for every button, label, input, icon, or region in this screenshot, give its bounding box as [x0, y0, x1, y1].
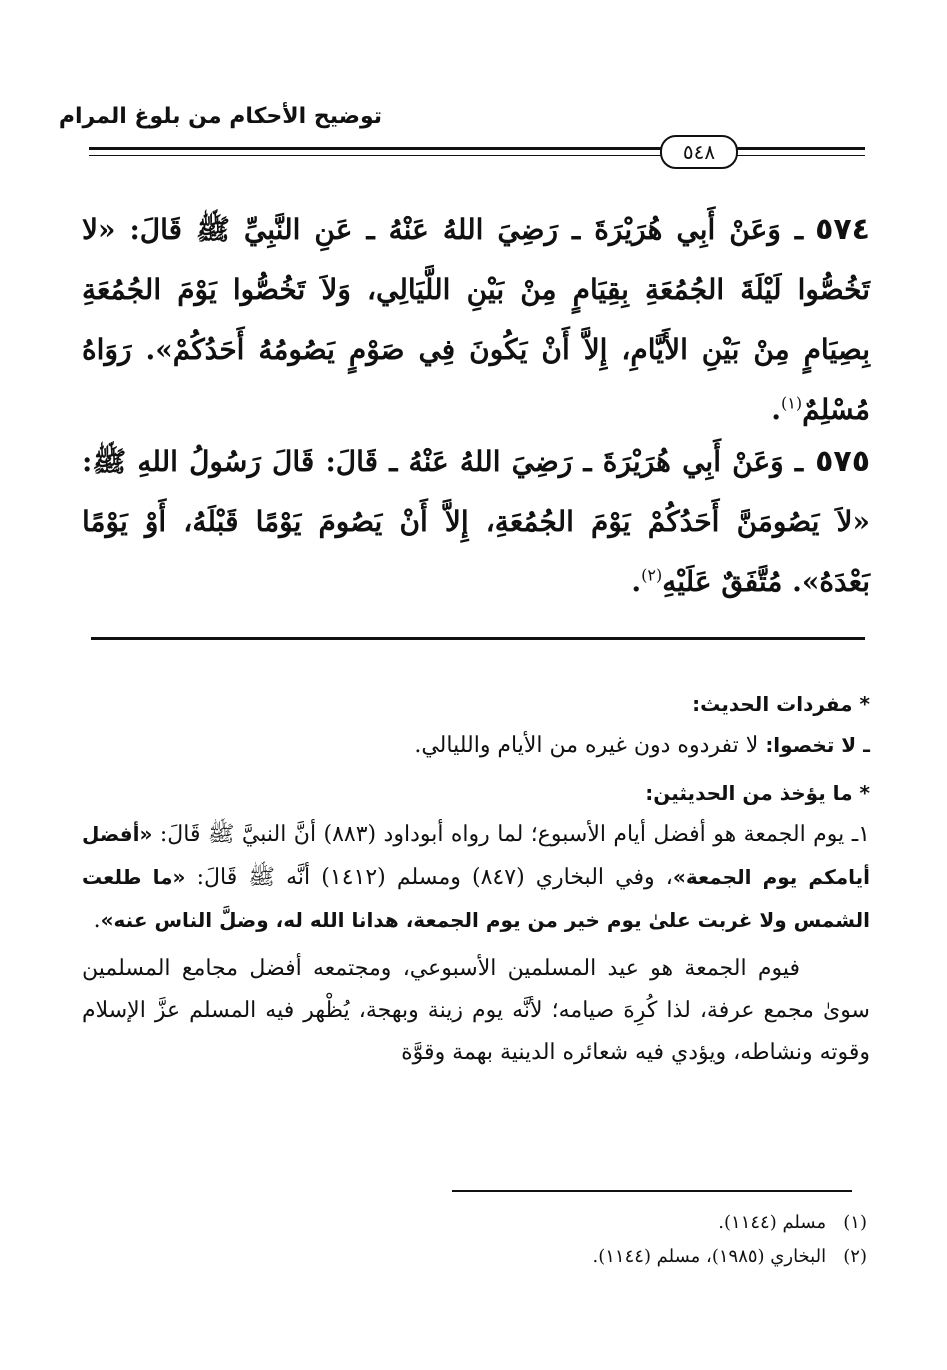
footnote-number: (٢) [843, 1246, 867, 1267]
footnote-number: (١) [843, 1212, 867, 1233]
hadith-end: . [631, 565, 642, 598]
lessons-heading: * ما يؤخذ من الحديثين: [645, 781, 870, 805]
lesson-1-text-2: ، وفي البخاري (٨٤٧) ومسلم (١٤١٢) أنَّه ﷺ قَالَ: [196, 865, 673, 890]
lesson-paragraph-2: فيوم الجمعة هو عيد المسلمين الأسبوعي، ومجتمعه أفضل مجامع المسلمين سوىٰ مجمع عرفة، لذا كُرِهَ صيامه؛ لأنَّه يوم زينة وبهجة، يُظْهر فيه المسلم عزَّ الإسلام وقوته ونشاطه، ويؤدي فيه شعائره الدينية بهمة وقوَّة [82, 956, 870, 1065]
lesson-1-quote-1: «أفضل أيامكم يوم الجمعة» [82, 822, 870, 889]
footnote-text: البخاري (١٩٨٥)، مسلم (١١٤٤). [592, 1246, 827, 1267]
hadith-dash: ـ [794, 445, 804, 478]
footnote-text: مسلم (١١٤٤). [718, 1212, 827, 1233]
hadith-text: وَعَنْ أَبِي هُرَيْرَةَ ـ رَضِيَ اللهُ عَنْهُ ـ قَالَ: قَالَ رَسُولُ اللهِ ﷺ: «لاَ يَصُومَنَّ أَحَدُكُمْ يَوْمَ الجُمُعَةِ، إِلاَّ أَنْ يَصُومَ يَوْمًا قَبْلَهُ، أَوْ يَوْمًا بَعْدَهُ». مُتَّفَقٌ عَلَيْهِ [82, 445, 870, 598]
hadith-575 [82, 432, 870, 612]
footnote-2 [167, 1240, 867, 1274]
hadith-dash: ـ [794, 213, 804, 246]
hadith-574 [82, 200, 870, 440]
footnote-separator [452, 1190, 852, 1192]
page-number: ٥٤٨ [660, 135, 738, 169]
vocabulary-entry [82, 724, 870, 767]
running-title: توضيح الأحكام من بلوغ المرام [58, 104, 382, 129]
header-rule-top [89, 147, 865, 150]
footnote-ref: (٢) [641, 565, 663, 585]
footnotes [167, 1206, 867, 1274]
footnote-1 [167, 1206, 867, 1240]
hadith-number: ٥٧٤ [815, 212, 870, 247]
lesson-1-end: . [93, 908, 101, 933]
lesson-1 [82, 813, 870, 942]
footnote-ref: (١) [781, 393, 803, 413]
vocabulary-definition: لا تفردوه دون غيره من الأيام والليالي. [414, 733, 759, 758]
commentary [82, 684, 870, 1074]
vocabulary-heading: * مفردات الحديث: [692, 692, 870, 716]
header-rule-bottom [89, 155, 865, 156]
section-separator [91, 637, 865, 640]
hadith-text: وَعَنْ أَبِي هُرَيْرَةَ ـ رَضِيَ اللهُ عَنْهُ ـ عَنِ النَّبِيِّ ﷺ قَالَ: «لا تَخُصُّوا لَيْلَةَ الجُمُعَةِ بِقِيَامٍ مِنْ بَيْنِ اللَّيَالِي، وَلاَ تَخُصُّوا يَوْمَ الجُمُعَةِ بِصِيَامٍ مِنْ بَيْنِ الأَيَّامِ، إِلاَّ أَنْ يَكُونَ فِي صَوْمٍ يَصُومُهُ أَحَدُكُمْ». رَوَاهُ مُسْلِمٌ [82, 213, 870, 426]
hadith-number: ٥٧٥ [815, 444, 871, 479]
vocabulary-term: ـ لا تخصوا: [765, 733, 870, 757]
lesson-1-text: ١ـ يوم الجمعة هو أفضل أيام الأسبوع؛ لما رواه أبوداود (٨٨٣) أنَّ النبيَّ ﷺ قَالَ: [159, 822, 870, 847]
lesson-1-quote-2: «ما طلعت الشمس ولا غربت علىٰ يوم خير من يوم الجمعة، هدانا الله له، وضلَّ الناس عنه» [82, 865, 870, 932]
hadith-end: . [771, 393, 782, 426]
